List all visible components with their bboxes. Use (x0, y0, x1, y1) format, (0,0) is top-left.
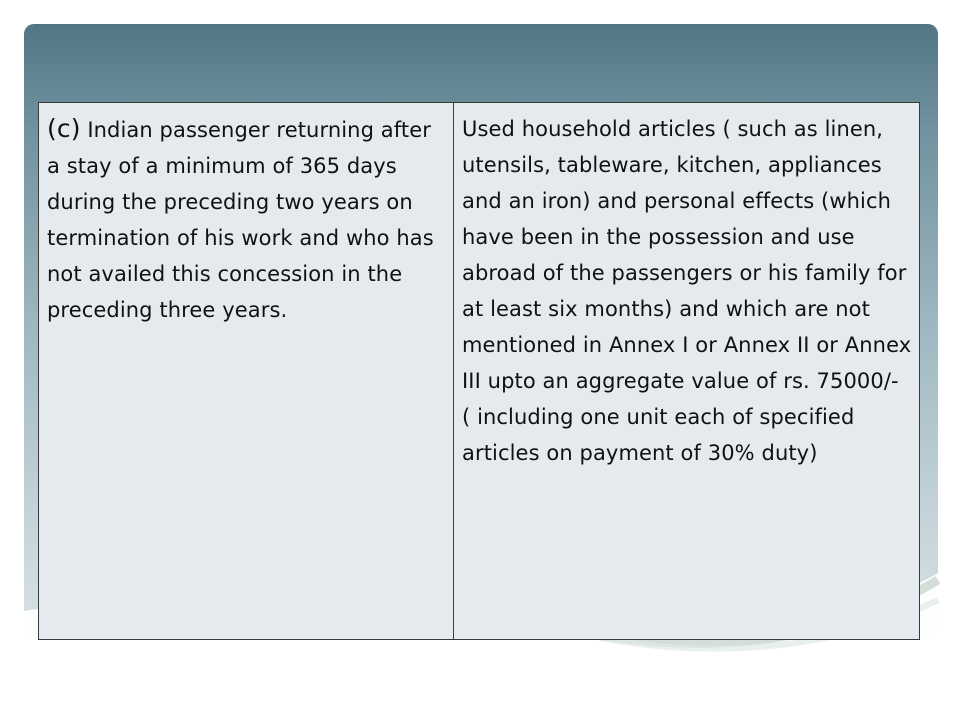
item-label: (c) (47, 114, 81, 143)
concession-table (38, 102, 920, 640)
table-row (39, 103, 920, 640)
right-cell-text: Used household articles ( such as linen, utensils, tableware, kitchen, appliances and an iron) and personal effects (which have been in the possession and use abroad of the passengers or his family for at least six months) and which are not mentioned in Annex I or Annex II or Annex III upto an aggregate value of rs. 75000/- ( including one unit each of specified articles on payment of 30% duty) (462, 117, 912, 465)
left-cell (39, 103, 454, 640)
right-cell (454, 103, 920, 640)
left-cell-text: Indian passenger returning after a stay of a minimum of 365 days during the preceding two years on termination of his work and who has not availed this concession in the preceding three years. (47, 118, 434, 322)
